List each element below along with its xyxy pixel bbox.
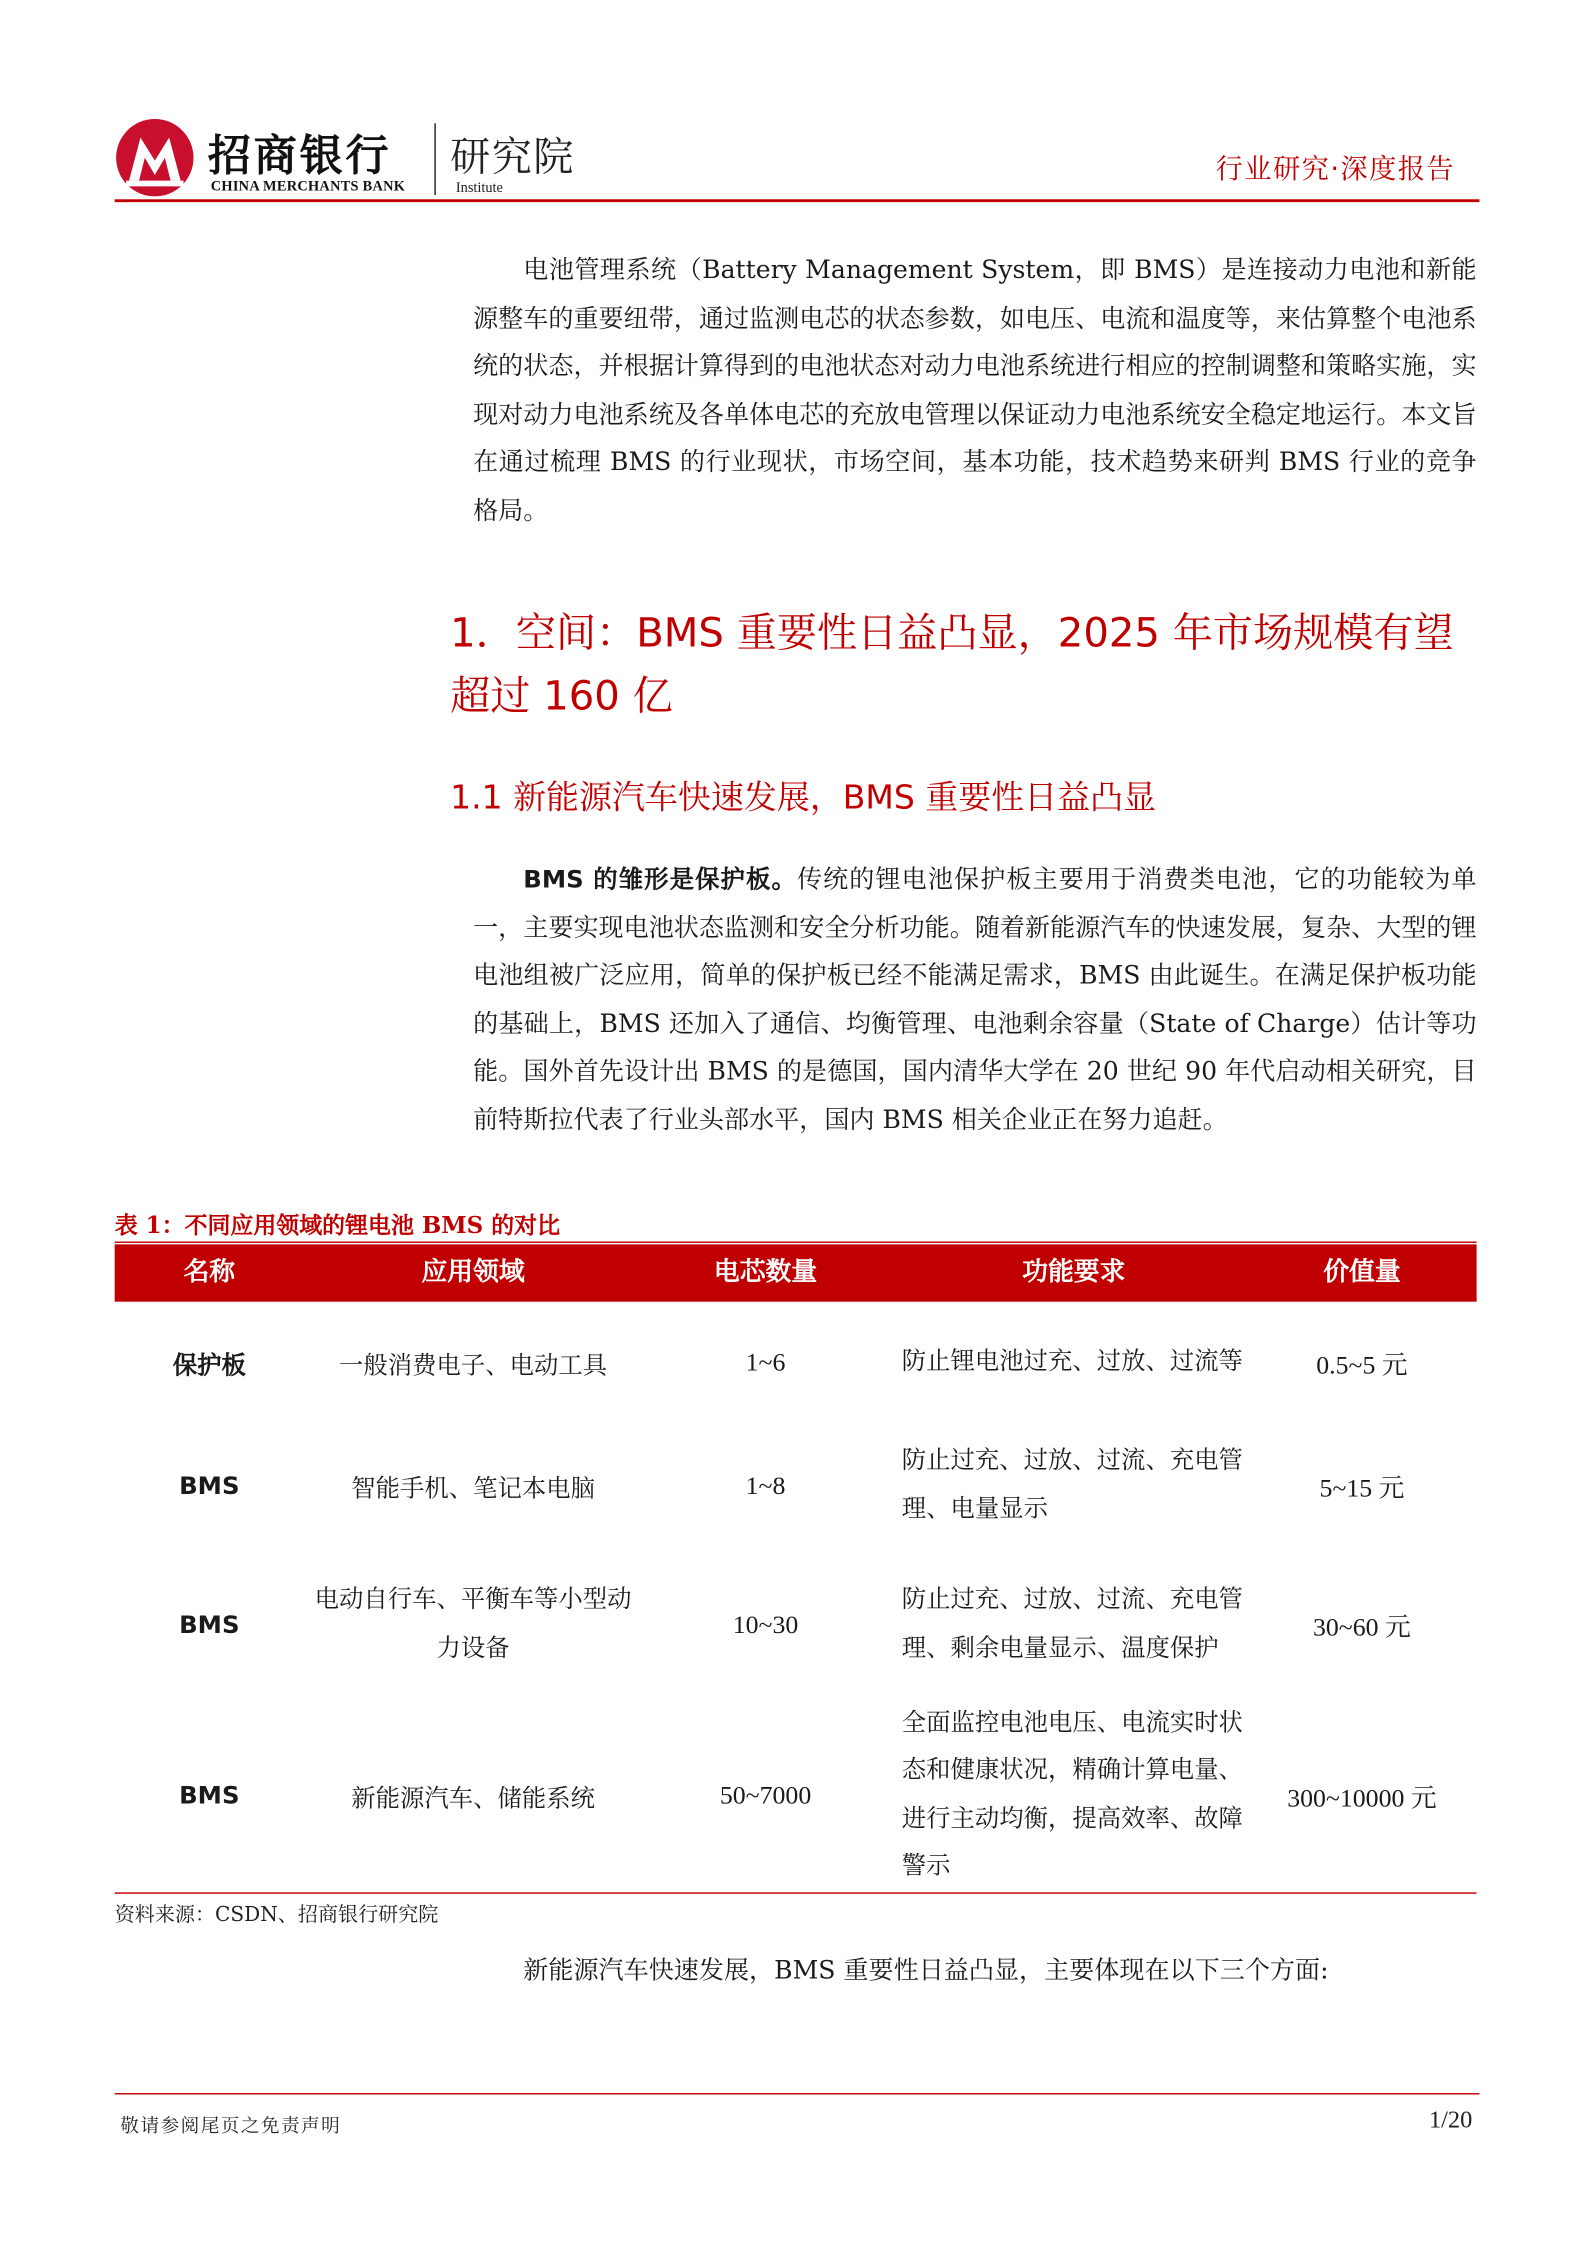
brand-name-cn: 招商银行 (207, 131, 392, 183)
table-row (115, 1438, 1477, 1534)
cell-field: 电动自行车、平衡车等小型动力设备 (314, 1585, 632, 1663)
table-header-row (115, 1244, 1477, 1301)
cell-name: BMS (179, 1471, 240, 1501)
table-source: 资料来源：CSDN、招商银行研究院 (114, 1903, 439, 1927)
subsection-heading: 1.1 新能源汽车快速发展，BMS 重要性日益凸显 (450, 779, 1157, 818)
brand-divider (434, 123, 435, 195)
cell-value: 0.5~5 元 (1316, 1349, 1408, 1379)
closing-paragraph: 新能源汽车快速发展，BMS 重要性日益凸显，主要体现在以下三个方面: (523, 1956, 1329, 1986)
intro-paragraph: 电池管理系统（Battery Management System，即 BMS）是连接动力电池和新能源整车的重要纽带，通过监测电芯的状态参数，如电压、电流和温度等，来估算整个电池系统的状态，并根据计算得到的电池状态对动力电池系统进行相应的控制调整和策略实施，实现对动力电池系统及各单体电芯的充放电管理以保证动力电池系统安全稳定地运行。本文旨在通过梳理 BMS 的行业现状，市场空间，基本功能，技术趋势来研判 BMS 行业的竞争格局。 (473, 256, 1477, 527)
cell-value: 300~10000 元 (1287, 1782, 1437, 1812)
cell-count: 50~7000 (719, 1780, 812, 1810)
table-row (115, 1699, 1477, 1893)
cell-name: BMS (179, 1610, 240, 1640)
cell-field: 智能手机、笔记本电脑 (351, 1475, 595, 1504)
cell-value: 5~15 元 (1319, 1473, 1405, 1502)
cell-field: 一般消费电子、电动工具 (339, 1351, 608, 1381)
table-bottom-rule (115, 1892, 1477, 1893)
table-top-rule (115, 1241, 1477, 1242)
report-category: 行业研究·深度报告 (1215, 153, 1456, 185)
cell-name: 保护板 (172, 1351, 246, 1381)
cell-function: 防止过充、过放、过流、充电管理、电量显示 (901, 1446, 1243, 1524)
footer-rule (115, 2093, 1480, 2094)
table-caption: 表 1：不同应用领域的锂电池 BMS 的对比 (114, 1211, 561, 1239)
cell-count: 1~8 (745, 1470, 786, 1500)
column-header: 应用领域 (421, 1257, 525, 1288)
brand-name-en: CHINA MERCHANTS BANK (210, 179, 406, 195)
page-number: 1/20 (1428, 2105, 1473, 2134)
institute-name-cn: 研究院 (450, 133, 575, 181)
cmb-logo-icon (115, 118, 195, 198)
cell-function: 防止过充、过放、过流、充电管理、剩余电量显示、温度保护 (901, 1585, 1243, 1663)
cell-value: 30~60 元 (1312, 1612, 1411, 1641)
column-header: 价值量 (1323, 1257, 1401, 1288)
cell-count: 10~30 (732, 1609, 799, 1639)
paragraph-body: 传统的锂电池保护板主要用于消费类电池，它的功能较为单一，主要实现电池状态监测和安全分析功能。随着新能源汽车的快速发展，复杂、大型的锂电池组被广泛应用，简单的保护板已经不能满足需求，BMS 由此诞生。在满足保护板功能的基础上，BMS 还加入了通信、均衡管理、电池剩余容量（State of Charge）估计等功能。国外首先设计出 BMS 的是德国，国内清华大学在 20 世纪 90 年代启动相关研究，目前特斯拉代表了行业头部水平，国内 BMS 相关企业正在努力追赶。 (473, 865, 1477, 1136)
institute-name-en: Institute (455, 180, 503, 197)
section-heading: 1．空间：BMS 重要性日益凸显，2025 年市场规模有望超过 160 亿 (450, 609, 1454, 720)
cell-function: 防止锂电池过充、过放、过流等 (901, 1347, 1243, 1376)
section-paragraph (473, 857, 1477, 1146)
cell-field: 新能源汽车、储能系统 (351, 1784, 595, 1814)
cell-count: 1~6 (745, 1347, 786, 1377)
cell-function: 全面监控电池电压、电流实时状态和健康状况，精确计算电量、进行主动均衡，提高效率、故障警示 (901, 1708, 1243, 1881)
table-row (115, 1553, 1477, 1698)
column-header: 名称 (183, 1257, 236, 1288)
table-row (115, 1315, 1477, 1411)
footer-disclaimer: 敬请参阅尾页之免责声明 (120, 2115, 342, 2138)
cell-name: BMS (179, 1781, 240, 1810)
column-header: 功能要求 (1022, 1257, 1126, 1288)
header-rule (115, 199, 1480, 202)
column-header: 电芯数量 (713, 1257, 818, 1288)
paragraph-lead: BMS 的雏形是保护板。 (523, 865, 797, 895)
